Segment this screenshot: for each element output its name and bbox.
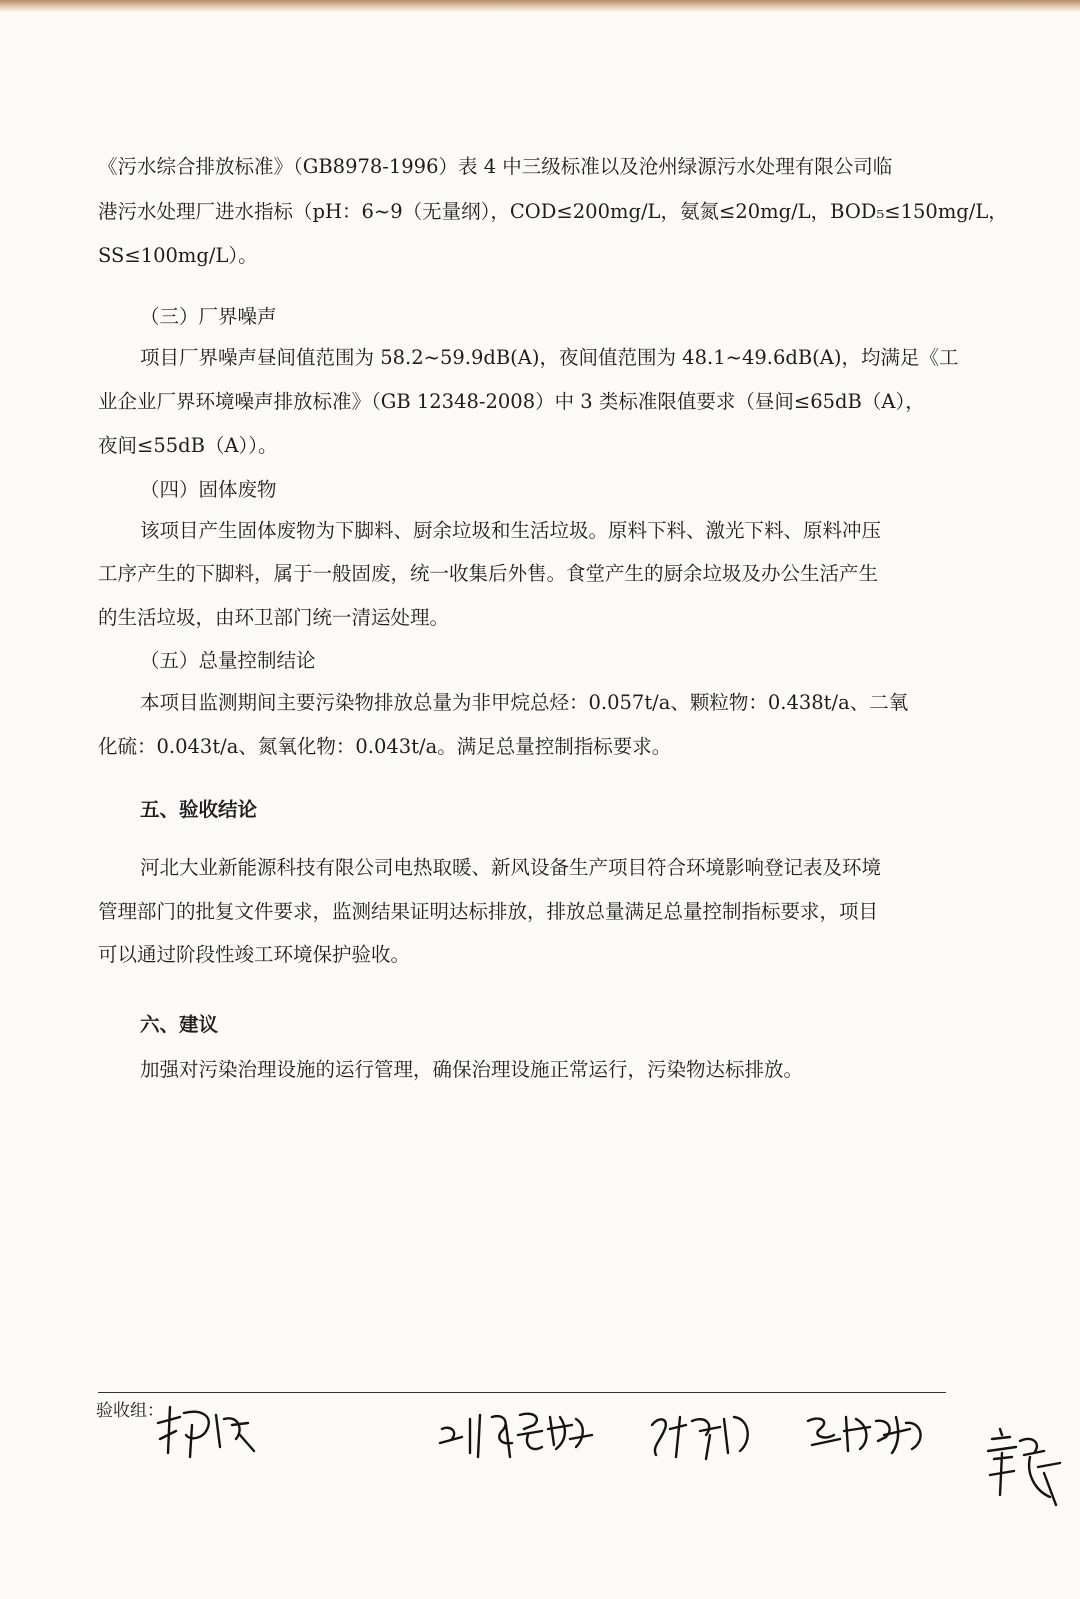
solid-waste-line-2: 工序产生的下脚料，属于一般固废，统一收集后外售。食堂产生的厨余垃圾及办公生活产生 — [98, 562, 879, 585]
conclusion-line-3: 可以通过阶段性竣工环境保护验收。 — [98, 943, 411, 966]
noise-heading: （三）厂界噪声 — [140, 305, 277, 328]
noise-line-1: 项目厂界噪声昼间值范围为 58.2~59.9dB(A)，夜间值范围为 48.1~49.6dB(A)，均满足《工 — [140, 346, 959, 369]
signature-1 — [158, 1407, 254, 1457]
signature-2 — [440, 1415, 512, 1457]
solid-waste-line-3: 的生活垃圾，由环卫部门统一清运处理。 — [98, 606, 450, 629]
noise-line-3: 夜间≤55dB（A））。 — [98, 434, 278, 457]
scan-top-edge — [0, 0, 1080, 12]
section-5-heading: 五、验收结论 — [140, 798, 258, 821]
handwritten-signatures — [140, 1395, 1080, 1545]
water-standard-line-1: 《污水综合排放标准》（GB8978-1996）表 4 中三级标准以及沧州绿源污水处理有限公司临 — [98, 155, 893, 178]
signature-5 — [808, 1417, 921, 1453]
total-control-heading: （五）总量控制结论 — [140, 649, 316, 672]
section-6-heading: 六、建议 — [140, 1013, 219, 1036]
total-control-line-1: 本项目监测期间主要污染物排放总量为非甲烷总烃：0.057t/a、颗粒物：0.438t/a、二氧 — [140, 691, 909, 714]
total-control-line-2: 化硫：0.043t/a、氮氧化物：0.043t/a。满足总量控制指标要求。 — [98, 735, 672, 758]
signature-4 — [652, 1417, 748, 1459]
suggestion-line-1: 加强对污染治理设施的运行管理，确保治理设施正常运行，污染物达标排放。 — [140, 1058, 804, 1081]
signature-6 — [988, 1429, 1060, 1505]
conclusion-line-1: 河北大业新能源科技有限公司电热取暖、新风设备生产项目符合环境影响登记表及环境 — [140, 856, 882, 879]
conclusion-line-2: 管理部门的批复文件要求，监测结果证明达标排放，排放总量满足总量控制指标要求，项目 — [98, 900, 879, 923]
noise-line-2: 业企业厂界环境噪声排放标准》（GB 12348-2008）中 3 类标准限值要求（昼间≤65dB（A）， — [98, 390, 925, 413]
solid-waste-heading: （四）固体废物 — [140, 478, 277, 501]
solid-waste-line-1: 该项目产生固体废物为下脚料、厨余垃圾和生活垃圾。原料下料、激光下料、原料冲压 — [140, 519, 882, 542]
signature-3 — [518, 1414, 592, 1449]
signature-rule — [98, 1392, 946, 1393]
water-standard-line-3: SS≤100mg/L）。 — [98, 244, 258, 267]
acceptance-group-label: 验收组： — [96, 1401, 164, 1421]
water-standard-line-2: 港污水处理厂进水指标（pH：6~9（无量纲），COD≤200mg/L，氨氮≤20mg/L，BOD₅≤150mg/L， — [98, 200, 1008, 223]
